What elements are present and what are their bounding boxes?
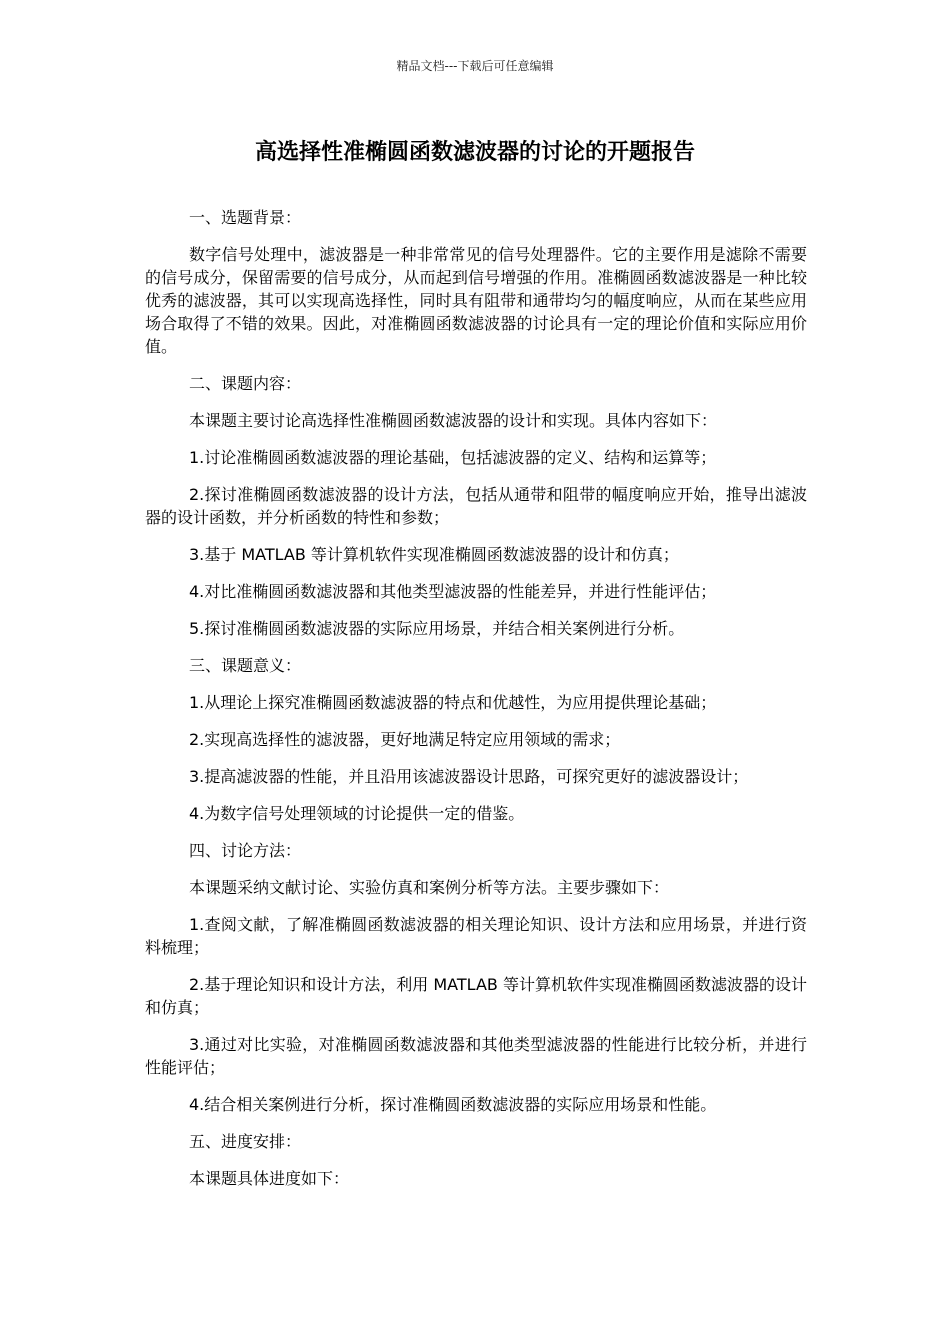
section-heading: 一、选题背景： — [189, 208, 302, 227]
list-item: 1.查阅文献，了解准椭圆函数滤波器的相关理论知识、设计方法和应用场景，并进行资料梳理； — [145, 915, 807, 957]
paragraph: 本课题主要讨论高选择性准椭圆函数滤波器的设计和实现。具体内容如下： — [189, 411, 718, 430]
paragraph: 本课题采纳文献讨论、实验仿真和案例分析等方法。主要步骤如下： — [189, 878, 670, 897]
section-heading: 三、课题意义： — [189, 656, 302, 675]
section-heading: 四、讨论方法： — [189, 841, 302, 860]
section-significance — [145, 654, 807, 825]
list-item: 4.对比准椭圆函数滤波器和其他类型滤波器的性能差异，并进行性能评估； — [189, 582, 717, 601]
list-item: 2.基于理论知识和设计方法，利用 MATLAB 等计算机软件实现准椭圆函数滤波器的设计和仿真； — [145, 975, 807, 1017]
list-item: 3.通过对比实验，对准椭圆函数滤波器和其他类型滤波器的性能进行比较分析，并进行性能评估； — [145, 1035, 807, 1077]
section-background — [145, 206, 807, 358]
list-item: 5.探讨准椭圆函数滤波器的实际应用场景，并结合相关案例进行分析。 — [189, 619, 685, 638]
section-methods — [145, 839, 807, 1116]
section-content — [145, 372, 807, 640]
list-item: 3.基于 MATLAB 等计算机软件实现准椭圆函数滤波器的设计和仿真； — [189, 545, 679, 564]
list-item: 3.提高滤波器的性能，并且沿用该滤波器设计思路，可探究更好的滤波器设计； — [189, 767, 749, 786]
list-item: 4.结合相关案例进行分析，探讨准椭圆函数滤波器的实际应用场景和性能。 — [189, 1095, 717, 1114]
list-item: 2.探讨准椭圆函数滤波器的设计方法，包括从通带和阻带的幅度响应开始，推导出滤波器的设计函数，并分析函数的特性和参数； — [145, 485, 807, 527]
paragraph: 本课题具体进度如下： — [189, 1169, 350, 1188]
list-item: 4.为数字信号处理领域的讨论提供一定的借鉴。 — [189, 804, 525, 823]
document-title: 高选择性准椭圆函数滤波器的讨论的开题报告 — [254, 140, 695, 165]
list-item: 1.从理论上探究准椭圆函数滤波器的特点和优越性，为应用提供理论基础； — [189, 693, 717, 712]
header-note: 精品文档---下载后可任意编辑 — [396, 59, 554, 73]
section-schedule — [145, 1130, 807, 1190]
list-item: 2.实现高选择性的滤波器，更好地满足特定应用领域的需求； — [189, 730, 621, 749]
list-item: 1.讨论准椭圆函数滤波器的理论基础，包括滤波器的定义、结构和运算等； — [189, 448, 717, 467]
section-heading: 五、进度安排： — [189, 1132, 302, 1151]
document-body — [145, 206, 807, 1204]
section-heading: 二、课题内容： — [189, 374, 302, 393]
paragraph: 数字信号处理中，滤波器是一种非常常见的信号处理器件。它的主要作用是滤除不需要的信号成分，保留需要的信号成分，从而起到信号增强的作用。准椭圆函数滤波器是一种比较优秀的滤波器，其可以实现高选择性，同时具有阻带和通带均匀的幅度响应，从而在某些应用场合取得了不错的效果。因此，对准椭圆函数滤波器的讨论具有一定的理论价值和实际应用价值。 — [145, 245, 807, 356]
